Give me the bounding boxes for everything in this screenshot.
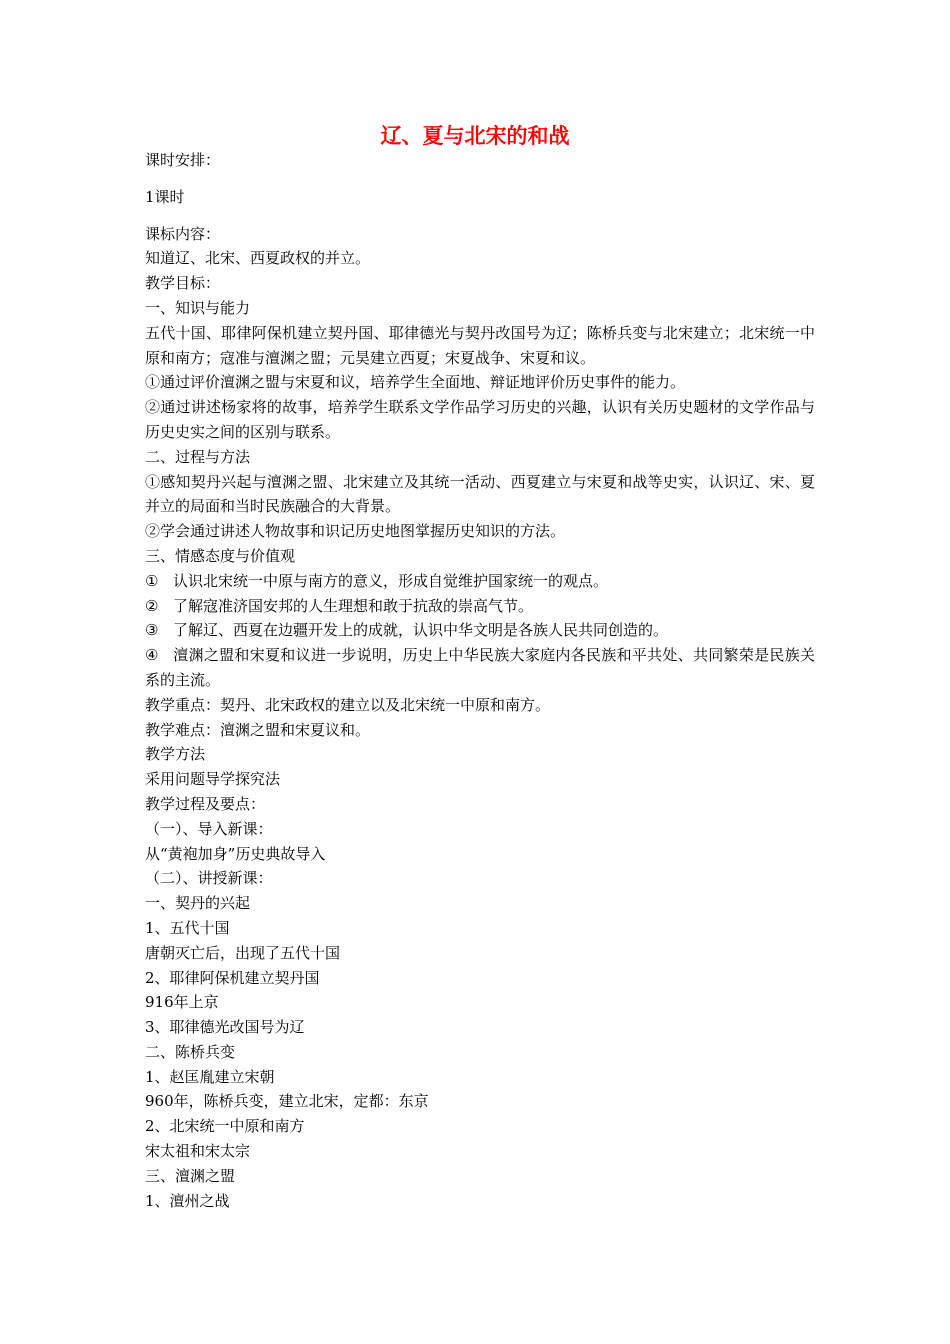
numbered-item [145,618,815,643]
paragraph: 五代十国、耶律阿保机建立契丹国、耶律德光与契丹改国号为辽；陈桥兵变与北宋建立；北宋统一中原和南方；寇准与澶渊之盟；元昊建立西夏；宋夏战争、宋夏和议。 [145,323,815,367]
text-line: 课标内容： [145,224,221,243]
paragraph: ①感知契丹兴起与澶渊之盟、北宋建立及其统一活动、西夏建立与宋夏和战等史实，认识辽、宋、夏并立的局面和当时民族融合的大背景。 [145,472,815,516]
document-body [145,148,815,1213]
document-title: 辽、夏与北宋的和战 [380,124,570,148]
section-heading: 三、情感态度与价值观 [145,546,296,565]
text-line: 教学目标： [145,274,221,293]
text-line: （一）、导入新课： [145,819,273,838]
numbered-item [145,569,815,594]
text-line: 2、北宋统一中原和南方 [145,1117,305,1136]
section-heading: 一、契丹的兴起 [145,894,251,913]
item-text: 认识北宋统一中原与南方的意义，形成自觉维护国家统一的观点。 [173,571,609,590]
numbered-item [145,643,815,693]
section-heading: 一、知识与能力 [145,298,251,317]
text-line: 1、五代十国 [145,918,230,937]
text-line: 从“黄袍加身”历史典故导入 [145,844,326,863]
text-line: 知道辽、北宋、西夏政权的并立。 [145,249,371,268]
text-line: 教学重点：契丹、北宋政权的建立以及北宋统一中原和南方。 [145,695,551,714]
text-line: 教学难点：澶渊之盟和宋夏议和。 [145,720,371,739]
item-number: ① [145,571,159,590]
text-line: 教学过程及要点： [145,794,266,813]
text-line: ①通过评价澶渊之盟与宋夏和议，培养学生全面地、辩证地评价历史事件的能力。 [145,373,686,392]
text-line: 宋太祖和宋太宗 [145,1142,251,1161]
text-line: 1、澶州之战 [145,1191,230,1210]
item-number: ③ [145,621,159,640]
section-heading: 三、澶渊之盟 [145,1166,236,1185]
text-line: （二）、讲授新课： [145,869,273,888]
text-line: 1课时 [145,187,185,206]
spacer [145,173,815,185]
numbered-item [145,594,815,619]
text-line: 采用问题导学探究法 [145,770,281,789]
item-number: ② [145,596,159,615]
spacer [145,210,815,222]
text-line: 课时安排： [145,151,221,169]
item-number: ④ [145,646,159,665]
text-line: 2、耶律阿保机建立契丹国 [145,968,320,987]
section-heading: 二、陈桥兵变 [145,1042,236,1061]
paragraph: ②通过讲述杨家将的故事，培养学生联系文学作品学习历史的兴趣，认识有关历史题材的文学作品与历史史实之间的区别与联系。 [145,398,815,441]
text-line: 教学方法 [145,745,206,764]
item-text: 了解寇准济国安邦的人生理想和敢于抗敌的崇高气节。 [173,596,534,615]
text-line: ②学会通过讲述人物故事和识记历史地图掌握历史知识的方法。 [145,522,566,541]
item-text: 澶渊之盟和宋夏和议进一步说明，历史上中华民族大家庭内各民族和平共处、共同繁荣是民族关系的主流。 [145,646,815,689]
text-line: 960年，陈桥兵变，建立北宋，定都：东京 [145,1092,429,1111]
text-line: 916年上京 [145,993,219,1012]
text-line: 3、耶律德光改国号为辽 [145,1018,305,1037]
text-line: 唐朝灭亡后，出现了五代十国 [145,943,341,962]
text-line: 1、赵匡胤建立宋朝 [145,1067,275,1086]
section-heading: 二、过程与方法 [145,447,251,466]
item-text: 了解辽、西夏在边疆开发上的成就，认识中华文明是各族人民共同创造的。 [173,621,669,640]
